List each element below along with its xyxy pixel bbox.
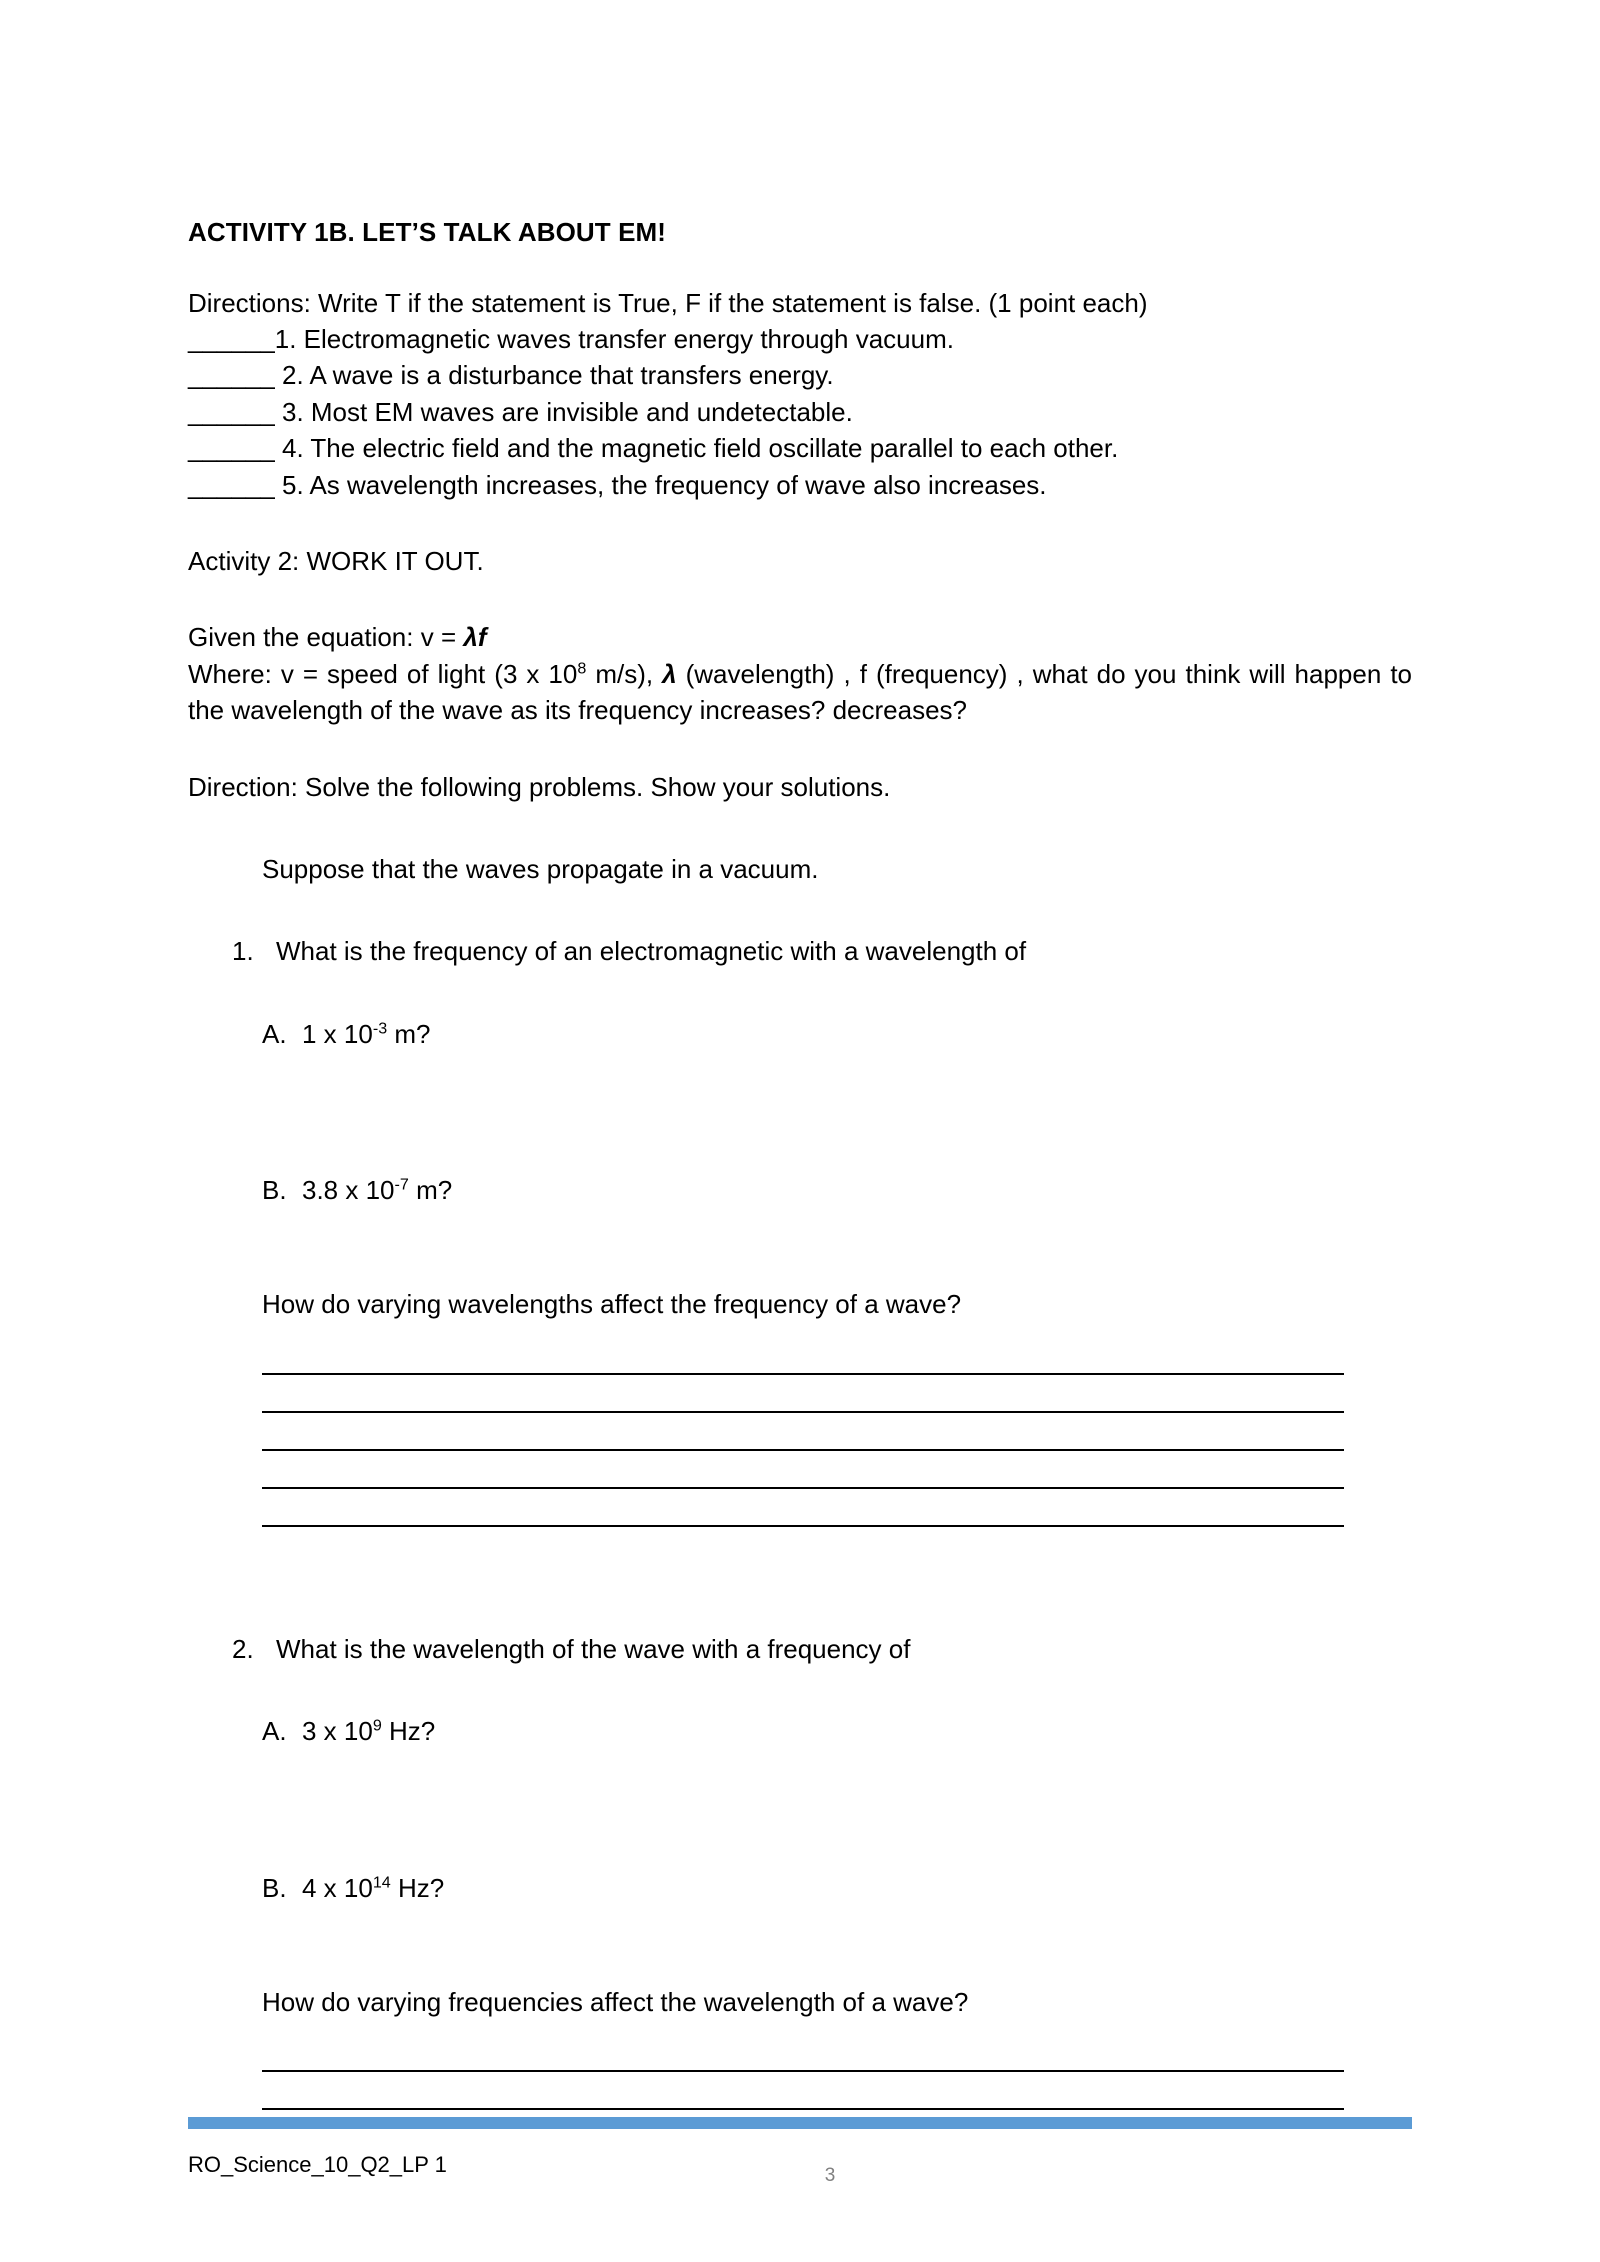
item-value: 4 x $10^{14}$ Hz? — [302, 1872, 445, 1903]
footer-label: RO_Science_10_Q2_LP 1 — [188, 2152, 447, 2177]
item-exponent: 14 — [372, 1872, 391, 1891]
where-part-1: Where: v = speed of light (3 x 10 — [188, 658, 578, 689]
activity2-title: Activity 2: WORK IT OUT. — [188, 545, 484, 576]
given-equation-formula: λf — [463, 622, 487, 653]
question-2 — [232, 1631, 1412, 1667]
page-title: ACTIVITY 1B. LET’S TALK ABOUT EM! — [188, 217, 667, 247]
answer-line[interactable] — [262, 1489, 1344, 1527]
question-number: 1. — [232, 936, 254, 967]
document-content — [188, 218, 1412, 2110]
item-value: 1 x $10^{-3}$ m? — [302, 1018, 431, 1049]
where-part-2: m/s), — [586, 658, 663, 689]
item-label: B. — [262, 1175, 287, 1206]
activity1b-directions: Directions: Write T if the statement is True, F if the statement is false. (1 point each) — [188, 287, 1148, 318]
item-exponent: -3 — [372, 1019, 388, 1038]
given-equation-line — [188, 619, 1412, 655]
given-equation-label: Given the equation: v = — [188, 622, 464, 653]
where-part-3: (wavelength) , f (frequency) , what do you think will happen to the wavelength of the wave as its frequency increases? decreases? — [188, 658, 1412, 726]
answer-line[interactable] — [262, 1413, 1344, 1451]
question-2-item-a — [262, 1713, 1412, 1749]
item-value: 3 x $10^9$ Hz? — [302, 1716, 436, 1747]
question-2-item-b — [262, 1870, 1412, 1906]
list-item: ______ 2. A wave is a disturbance that transfers energy. — [188, 360, 834, 391]
item-value: 3.8 x $10^{-7}$ m? — [302, 1175, 453, 1206]
item-exponent: 9 — [372, 1716, 382, 1735]
footer-divider — [188, 2117, 1412, 2129]
suppose-note: Suppose that the waves propagate in a vacuum. — [262, 853, 819, 884]
answer-line[interactable] — [262, 1451, 1344, 1489]
page-number: 3 — [824, 2165, 836, 2186]
solve-direction: Direction: Solve the following problems. Show your solutions. — [188, 771, 891, 802]
where-exponent: 8 — [577, 659, 587, 678]
true-false-list — [188, 321, 1412, 503]
answer-line[interactable] — [262, 1337, 1344, 1375]
item-label: B. — [262, 1872, 287, 1903]
question-1 — [232, 933, 1412, 969]
question-number: 2. — [232, 1633, 254, 1664]
item-unit: Hz? — [390, 1872, 445, 1903]
question-2-followup: How do varying frequencies affect the wavelength of a wave? — [262, 1987, 969, 2018]
list-item: ______ 5. As wavelength increases, the frequency of wave also increases. — [188, 469, 1047, 500]
question-text: What is the frequency of an electromagnetic with a wavelength of — [276, 936, 1027, 967]
list-item: ______1. Electromagnetic waves transfer energy through vacuum. — [188, 323, 954, 354]
question-1-item-b — [262, 1172, 1412, 1208]
lambda-symbol: λ — [662, 658, 677, 689]
answer-line[interactable] — [262, 1375, 1344, 1413]
question-text: What is the wavelength of the wave with a frequency of — [276, 1633, 911, 1664]
answer-line[interactable] — [262, 2072, 1344, 2110]
item-unit: Hz? — [381, 1716, 436, 1747]
item-unit: m? — [408, 1175, 453, 1206]
item-label: A. — [262, 1716, 287, 1747]
question-1-followup: How do varying wavelengths affect the frequency of a wave? — [262, 1289, 962, 1320]
item-exponent: -7 — [394, 1175, 409, 1194]
answer-line[interactable] — [262, 2034, 1344, 2072]
question-1-item-a — [262, 1016, 1412, 1052]
list-item: ______ 4. The electric field and the magnetic field oscillate parallel to each other. — [188, 433, 1119, 464]
question-1-answer-lines[interactable] — [262, 1337, 1412, 1527]
where-definition-paragraph — [188, 656, 1412, 729]
question-2-answer-lines[interactable] — [262, 2034, 1412, 2110]
item-unit: m? — [387, 1018, 431, 1049]
item-label: A. — [262, 1018, 287, 1049]
list-item: ______ 3. Most EM waves are invisible and undetectable. — [188, 396, 853, 427]
